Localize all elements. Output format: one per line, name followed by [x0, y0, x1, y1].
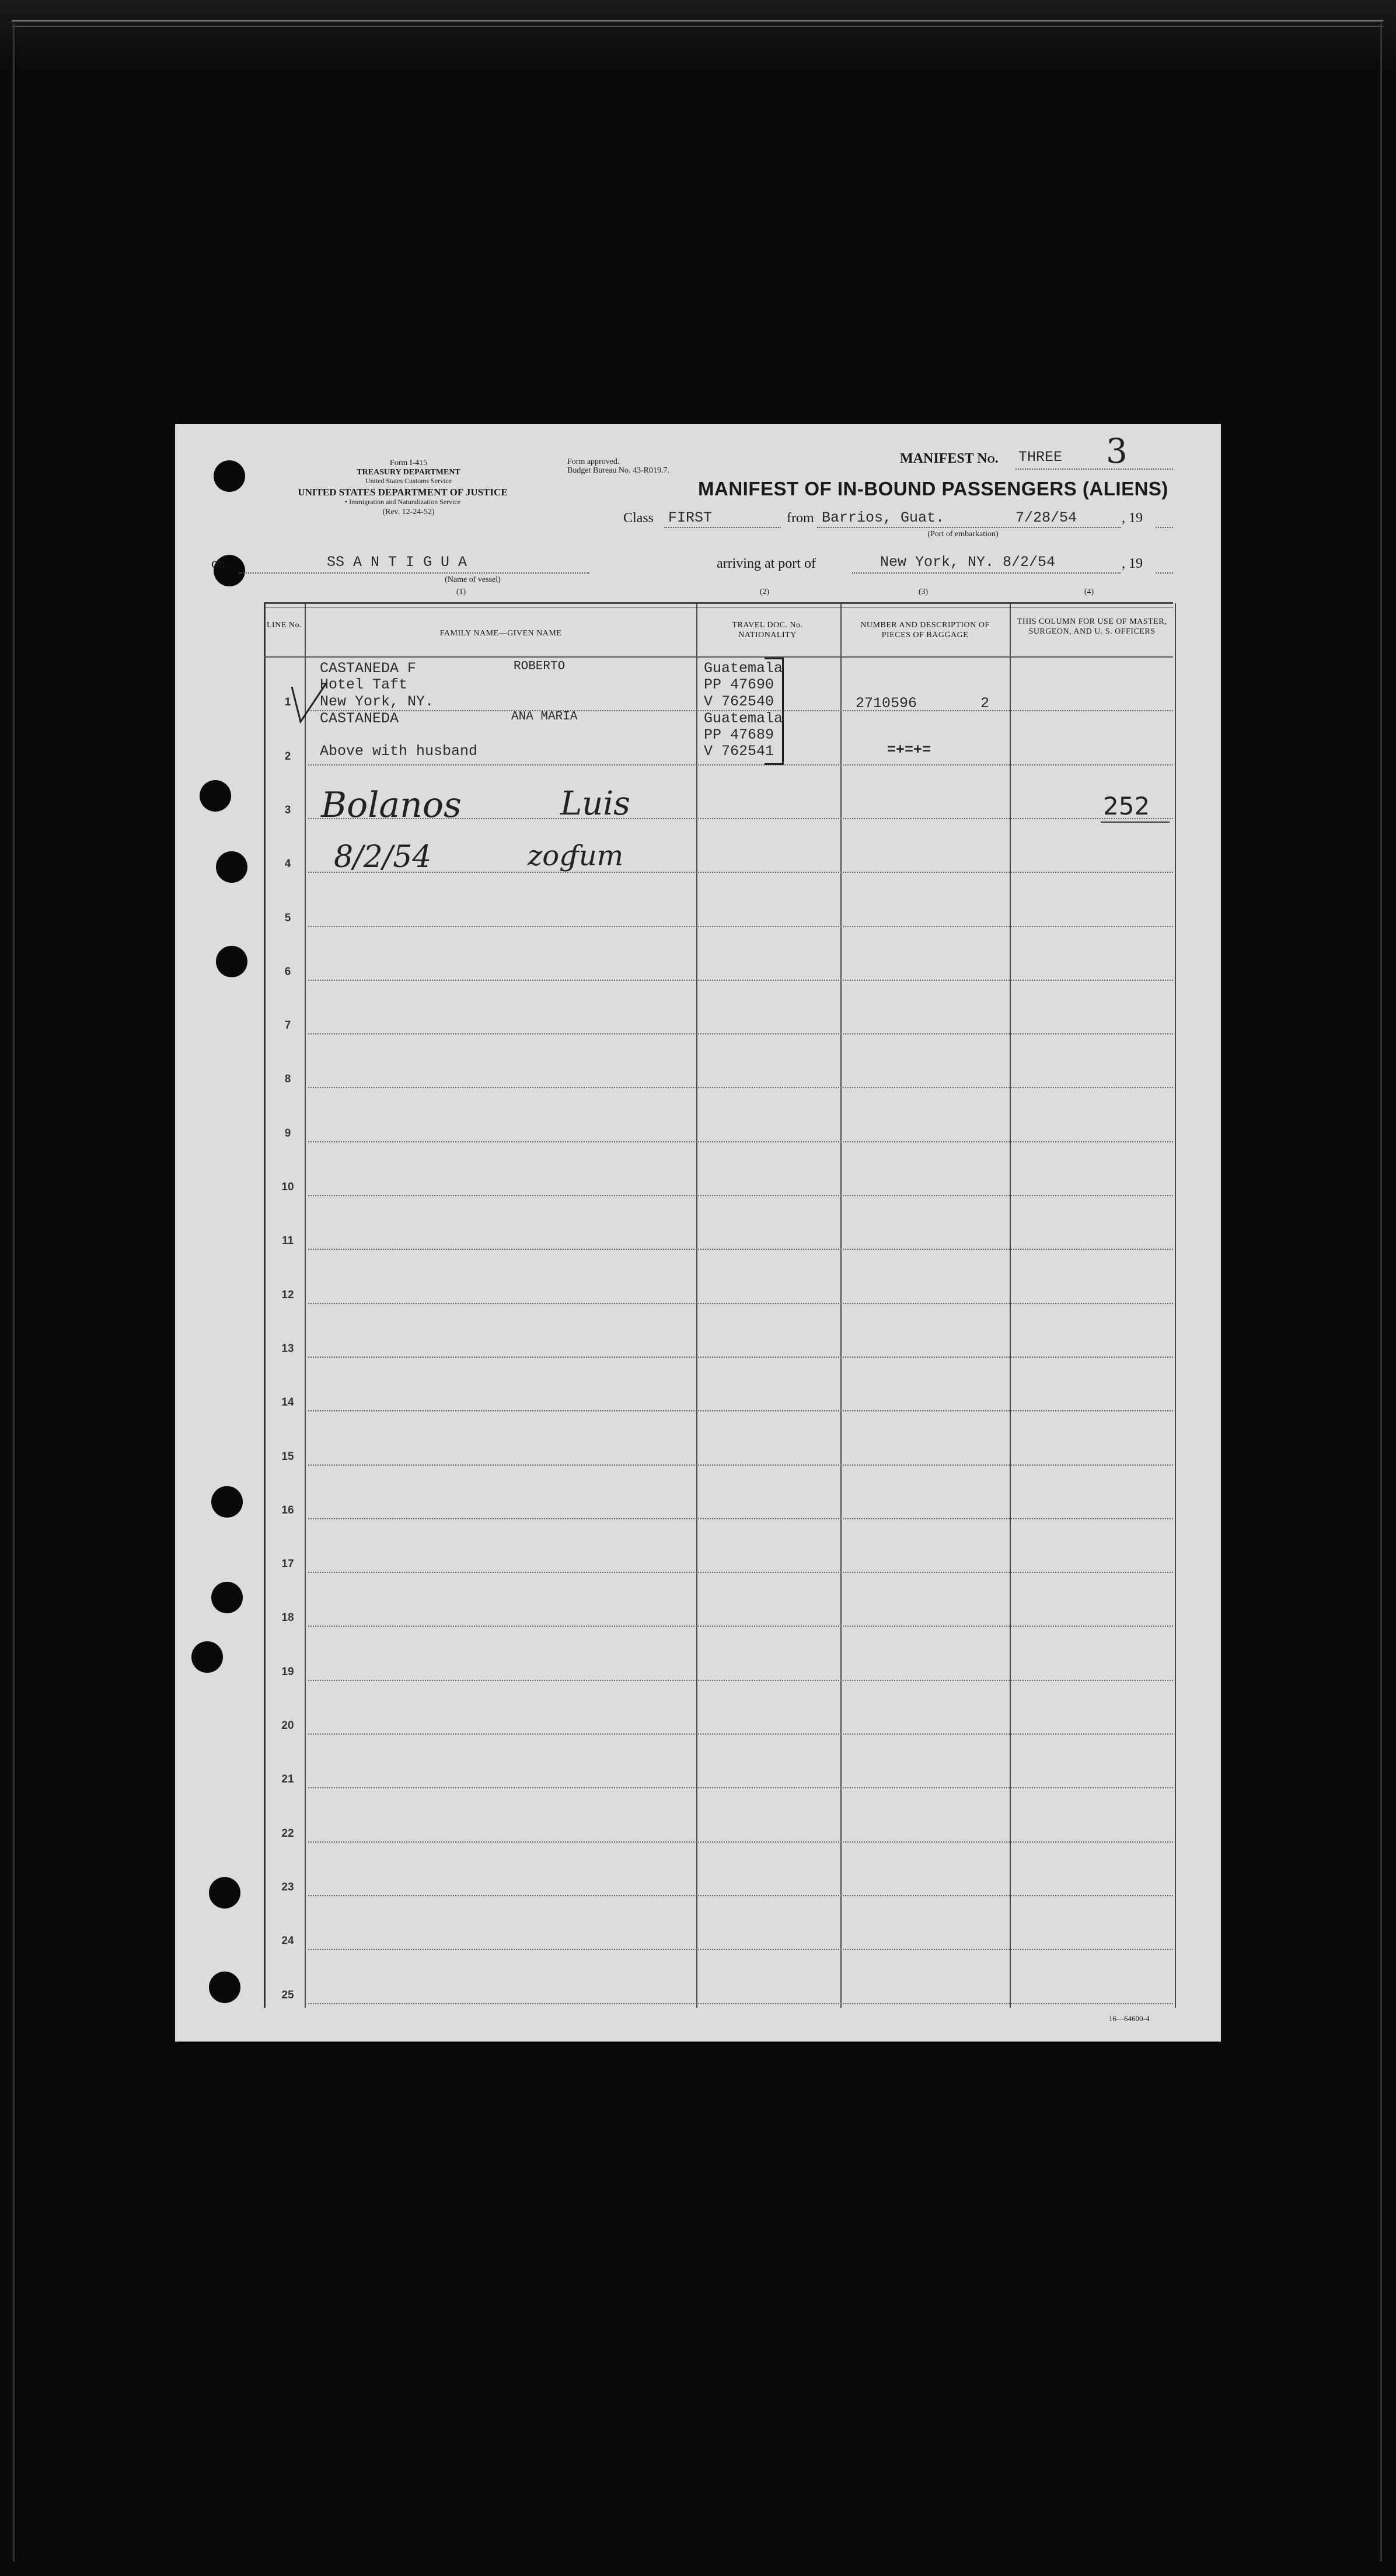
row-number: 14 — [281, 1396, 294, 1409]
row1-baggage-number: 2710596 — [856, 695, 917, 712]
table-row — [308, 1033, 1173, 1034]
row-number: 5 — [284, 911, 291, 924]
row-number: 20 — [281, 1719, 294, 1732]
row-number: 11 — [281, 1235, 294, 1247]
inspection-date: 8/2/54 — [334, 840, 432, 875]
from-year: , 19 — [1122, 511, 1143, 526]
table-row — [308, 1249, 1173, 1250]
punch-hole — [216, 946, 247, 977]
row-number: 3 — [284, 803, 291, 816]
row1-nationality: Guatemala — [704, 660, 783, 677]
table-row — [308, 2003, 1173, 2004]
justice-dept: UNITED STATES DEPARTMENT OF JUSTICE — [298, 487, 508, 498]
manifest-number: THREE — [1018, 449, 1063, 466]
class-label: Class — [623, 511, 654, 526]
treasury-dept: TREASURY DEPARTMENT — [357, 468, 460, 477]
table-row — [308, 1518, 1173, 1519]
punch-hole — [200, 780, 231, 812]
table-row — [308, 1195, 1173, 1196]
row1-baggage-pieces: 2 — [980, 695, 990, 712]
arrival-port-date: New York, NY. 8/2/54 — [880, 554, 1056, 571]
table-row — [308, 1949, 1173, 1950]
row-number: 7 — [284, 1019, 291, 1032]
table-row — [308, 1787, 1173, 1788]
punch-hole — [209, 1877, 240, 1909]
table-row — [308, 1410, 1173, 1411]
punch-hole — [216, 851, 247, 883]
class-value: FIRST — [668, 509, 713, 526]
row-number: 19 — [281, 1665, 294, 1678]
table-row — [308, 1303, 1173, 1304]
manifest-number-line — [1015, 469, 1173, 470]
table-row — [308, 1357, 1173, 1358]
arrival-year-line — [1156, 572, 1173, 574]
manifest-label: MANIFEST No. — [900, 451, 999, 466]
inspector-initials: zog — [528, 840, 577, 872]
from-line — [817, 527, 1121, 528]
from-port: Barrios, Guat. — [822, 509, 945, 526]
from-year-line — [1156, 527, 1173, 528]
officer-signature: Bolanos — [321, 785, 462, 826]
punch-hole — [209, 1972, 240, 2003]
column-divider-travel — [840, 603, 842, 2008]
row-number: 18 — [281, 1612, 294, 1624]
row-number: 25 — [281, 1988, 294, 2001]
entry-bracket — [765, 658, 784, 765]
manifest-number-handwritten: 3 — [1106, 431, 1128, 471]
vessel-column-number: (1) — [456, 588, 466, 596]
departure-date: 7/28/54 — [1015, 509, 1077, 526]
table-row — [308, 764, 1173, 766]
row2-nationality: Guatemala — [704, 710, 783, 727]
row-number: 12 — [281, 1288, 294, 1301]
header-rule — [264, 656, 1173, 658]
row-number: 16 — [281, 1504, 294, 1516]
column-number-2: (2) — [759, 588, 770, 596]
row-number: 6 — [284, 965, 291, 978]
row2-baggage: =+=+= — [887, 742, 931, 759]
arriving-line — [852, 572, 1121, 574]
table-row — [308, 926, 1173, 927]
table-row — [308, 1841, 1173, 1843]
table-row — [308, 980, 1173, 981]
punch-hole — [211, 1582, 243, 1613]
row-number: 9 — [284, 1127, 291, 1140]
row-number: 10 — [281, 1181, 294, 1193]
vessel-name: SS A N T I G U A — [327, 554, 467, 571]
row-number: 8 — [284, 1073, 291, 1086]
scan-border-left — [13, 23, 15, 2561]
revision-date: (Rev. 12-24-52) — [382, 508, 435, 516]
row2-note: Above with husband — [320, 743, 478, 760]
punch-hole — [214, 460, 245, 492]
arriving-label: arriving at port of — [717, 556, 816, 571]
row1-given-name: ROBERTO — [514, 660, 566, 673]
row2-given-name: ANA MARIA — [511, 710, 578, 723]
row1-family-name: CASTANEDA F — [320, 660, 417, 677]
table-row — [308, 1464, 1173, 1466]
customs-service: United States Customs Service — [365, 477, 452, 485]
row2-visa: V 762541 — [704, 743, 774, 760]
officer-tally: 252 — [1103, 792, 1150, 820]
table-row — [308, 1141, 1173, 1142]
row-number: 22 — [281, 1827, 294, 1840]
table-row — [308, 1733, 1173, 1735]
row-number: 1 — [284, 696, 291, 709]
port-embarkation-caption: (Port of embarkation) — [927, 530, 999, 539]
ins-service: • Immigration and Naturalization Service — [344, 498, 461, 506]
col-header-travel: TRAVEL DOC. No. NATIONALITY — [732, 621, 803, 639]
row-number: 17 — [281, 1558, 294, 1571]
officer-tally-underline — [1101, 822, 1170, 823]
arrival-year: , 19 — [1122, 556, 1143, 571]
row1-visa: V 762540 — [704, 693, 774, 710]
table-row — [308, 1626, 1173, 1627]
column-divider-baggage — [1010, 603, 1011, 2008]
row-number: 13 — [281, 1342, 294, 1355]
page-title: MANIFEST OF IN-BOUND PASSENGERS (ALIENS) — [698, 478, 1168, 499]
checkmark-icon — [289, 681, 330, 728]
scan-border-top — [12, 20, 1383, 22]
table-row — [308, 1572, 1173, 1573]
row1-address-1: Hotel Taft — [320, 676, 408, 693]
table-row — [308, 1895, 1173, 1896]
inspector-initials-second: fum — [568, 840, 624, 872]
row-number: 23 — [281, 1881, 294, 1893]
form-print-code: 16—64600-4 — [1109, 2014, 1150, 2023]
row2-family-name: CASTANEDA — [320, 710, 399, 727]
table-row — [308, 1087, 1173, 1088]
row-number: 24 — [281, 1935, 294, 1948]
vessel-line — [239, 572, 589, 574]
scan-border-right — [1380, 23, 1382, 2561]
budget-bureau: Budget Bureau No. 43-R019.7. — [567, 466, 669, 475]
row-number: 15 — [281, 1450, 294, 1463]
column-number-3: (3) — [918, 588, 929, 596]
column-divider-line — [305, 603, 306, 2008]
row-number: 2 — [284, 750, 291, 763]
from-label: from — [787, 511, 814, 526]
column-divider-name — [696, 603, 697, 2008]
officer-signature-second: Luis — [560, 785, 630, 823]
col-header-name: FAMILY NAME—GIVEN NAME — [439, 629, 562, 638]
scan-border-top-inner — [12, 26, 1383, 27]
punch-hole — [211, 1486, 243, 1518]
table-row — [308, 872, 1173, 873]
row2-passport: PP 47689 — [704, 726, 774, 743]
row1-address-2: New York, NY. — [320, 693, 434, 710]
form-number: Form I-415 — [389, 459, 428, 467]
col-header-officers: THIS COLUMN FOR USE OF MASTER, SURGEON, AND U. S. OFFICERS — [1017, 617, 1167, 636]
punch-hole — [191, 1641, 223, 1673]
on-label: on — [211, 556, 225, 571]
form-approved: Form approved. — [567, 457, 620, 466]
row-number: 4 — [284, 858, 291, 871]
column-number-4: (4) — [1084, 588, 1094, 596]
class-line — [664, 527, 781, 528]
vessel-caption: (Name of vessel) — [445, 575, 501, 584]
row1-passport: PP 47690 — [704, 676, 774, 693]
manifest-page — [175, 424, 1221, 2042]
col-header-line: LINE No. — [267, 621, 302, 630]
table-row — [308, 1680, 1173, 1681]
row-number: 21 — [281, 1773, 294, 1786]
col-header-baggage: NUMBER AND DESCRIPTION OF PIECES OF BAGGAGE — [860, 621, 990, 639]
